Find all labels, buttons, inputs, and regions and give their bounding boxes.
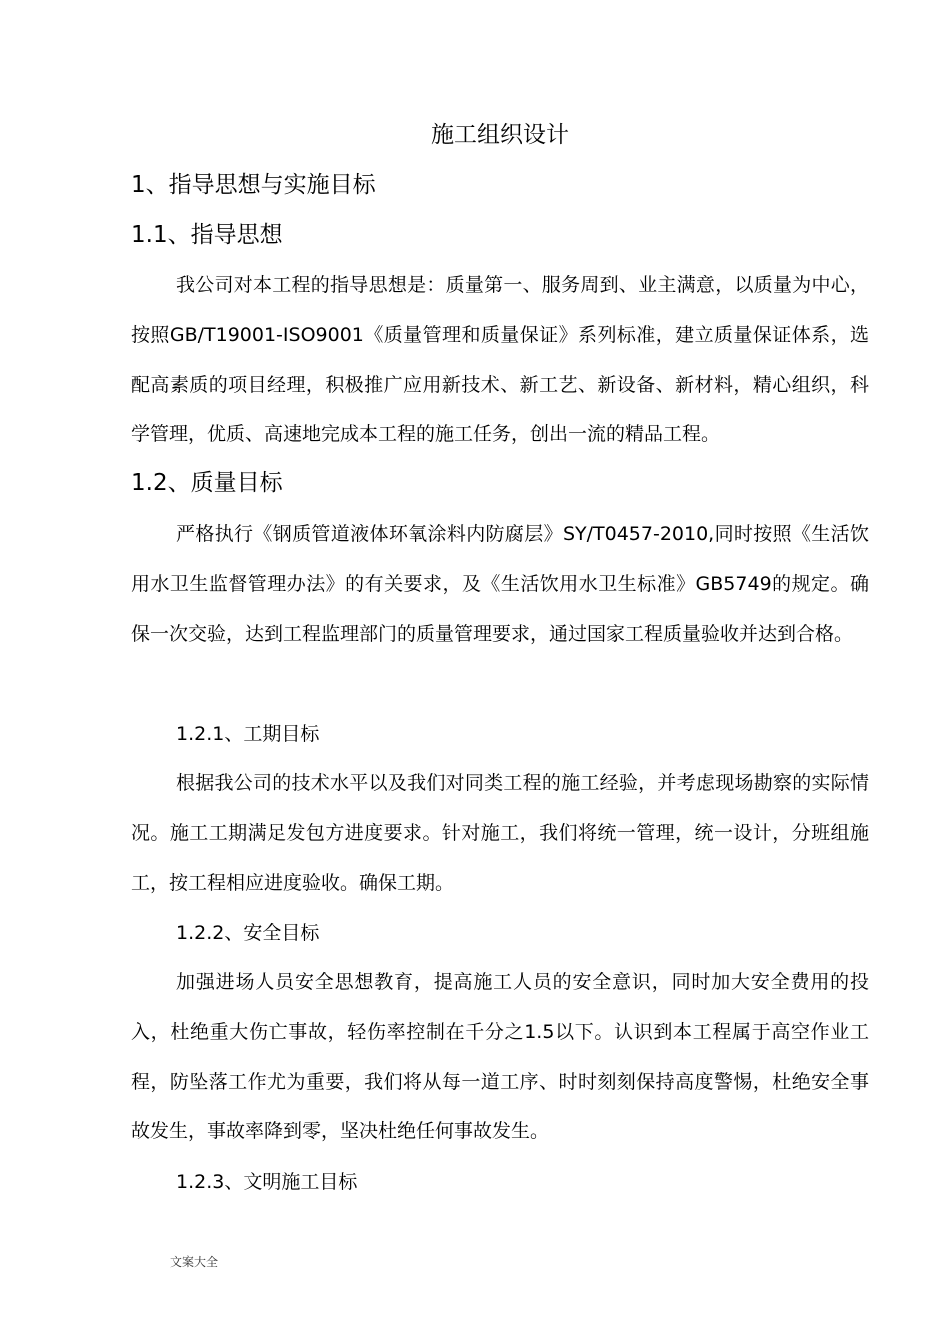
paragraph-safety-target: 加强进场人员安全思想教育，提高施工人员的安全意识，同时加大安全费用的投入，杜绝重大伤亡事故，轻伤率控制在千分之1.5以下。认识到本工程属于高空作业工程，防坠落工作尤为重要，我们将从每一道工序、时时刻刻保持高度警惕，杜绝安全事故发生，事故率降到零，坚决杜绝任何事故发生。: [131, 971, 869, 1143]
paragraph-schedule-target: 根据我公司的技术水平以及我们对同类工程的施工经验，并考虑现场勘察的实际情况。施工工期满足发包方进度要求。针对施工，我们将统一管理，统一设计，分班组施工，按工程相应进度验收。确保工期。: [131, 772, 869, 894]
section-heading-1-2-3: 1.2.3、文明施工目标: [176, 1171, 358, 1193]
section-heading-1-2: 1.2、质量目标: [131, 470, 283, 496]
section-heading-1-2-1: 1.2.1、工期目标: [176, 723, 320, 745]
page-footer: 文案大全: [170, 1255, 219, 1269]
document-title: 施工组织设计: [431, 122, 569, 148]
section-heading-1-2-2: 1.2.2、安全目标: [176, 922, 320, 944]
section-heading-1: 1、指导思想与实施目标: [131, 172, 376, 198]
paragraph-quality-target: 严格执行《钢质管道液体环氧涂料内防腐层》SY/T0457-2010,同时按照《生活饮用水卫生监督管理办法》的有关要求，及《生活饮用水卫生标准》GB5749的规定。确保一次交验，达到工程监理部门的质量管理要求，通过国家工程质量验收并达到合格。: [131, 523, 869, 645]
section-heading-1-1: 1.1、指导思想: [131, 222, 283, 248]
paragraph-guiding-thought: 我公司对本工程的指导思想是：质量第一、服务周到、业主满意，以质量为中心，按照GB/T19001-ISO9001《质量管理和质量保证》系列标准，建立质量保证体系，选配高素质的项目经理，积极推广应用新技术、新工艺、新设备、新材料，精心组织，科学管理，优质、高速地完成本工程的施工任务，创出一流的精品工程。: [131, 274, 869, 446]
